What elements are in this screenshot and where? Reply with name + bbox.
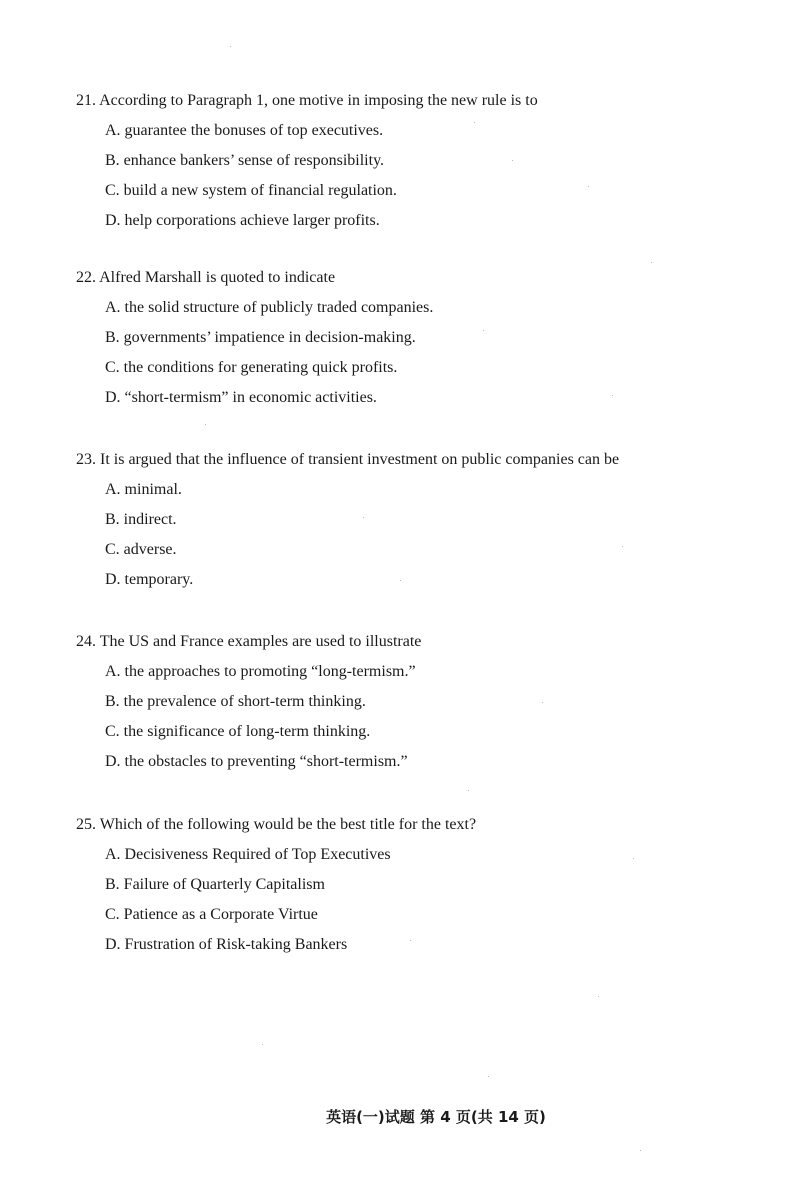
option-d: D. the obstacles to preventing “short-termism.” bbox=[105, 753, 408, 770]
option-d: D. Frustration of Risk-taking Bankers bbox=[105, 936, 348, 953]
option-b: B. indirect. bbox=[105, 511, 177, 528]
option-list bbox=[76, 480, 766, 590]
page-footer: 英语(一)试题 第 4 页(共 14 页) bbox=[326, 1108, 546, 1126]
option-a: A. Decisiveness Required of Top Executives bbox=[105, 846, 391, 863]
question-stem: 25. Which of the following would be the best title for the text? bbox=[76, 816, 477, 833]
option-a: A. minimal. bbox=[105, 481, 182, 498]
option-d: D. temporary. bbox=[105, 571, 194, 588]
option-a: A. the approaches to promoting “long-termism.” bbox=[105, 663, 416, 680]
option-c: C. adverse. bbox=[105, 541, 177, 558]
question-22 bbox=[76, 268, 766, 408]
option-d: D. help corporations achieve larger profits. bbox=[105, 212, 380, 229]
option-list bbox=[76, 845, 766, 955]
option-b: B. Failure of Quarterly Capitalism bbox=[105, 876, 325, 893]
question-stem: 21. According to Paragraph 1, one motive in imposing the new rule is to bbox=[76, 92, 538, 109]
option-a: A. the solid structure of publicly traded companies. bbox=[105, 299, 434, 316]
option-list bbox=[76, 662, 766, 772]
option-b: B. governments’ impatience in decision-making. bbox=[105, 329, 416, 346]
option-c: C. build a new system of financial regulation. bbox=[105, 182, 397, 199]
question-25 bbox=[76, 815, 766, 955]
option-a: A. guarantee the bonuses of top executives. bbox=[105, 122, 384, 139]
option-b: B. enhance bankers’ sense of responsibility. bbox=[105, 152, 385, 169]
option-c: C. the significance of long-term thinking. bbox=[105, 723, 371, 740]
question-stem: 23. It is argued that the influence of transient investment on public companies can be bbox=[76, 451, 620, 468]
option-b: B. the prevalence of short-term thinking. bbox=[105, 693, 366, 710]
option-list bbox=[76, 121, 766, 231]
option-list bbox=[76, 298, 766, 408]
option-c: C. the conditions for generating quick profits. bbox=[105, 359, 398, 376]
question-24 bbox=[76, 632, 766, 772]
question-21 bbox=[76, 91, 766, 231]
question-23 bbox=[76, 450, 766, 590]
option-d: D. “short-termism” in economic activities. bbox=[105, 389, 377, 406]
question-stem: 22. Alfred Marshall is quoted to indicate bbox=[76, 269, 336, 286]
question-stem: 24. The US and France examples are used to illustrate bbox=[76, 633, 422, 650]
option-c: C. Patience as a Corporate Virtue bbox=[105, 906, 318, 923]
